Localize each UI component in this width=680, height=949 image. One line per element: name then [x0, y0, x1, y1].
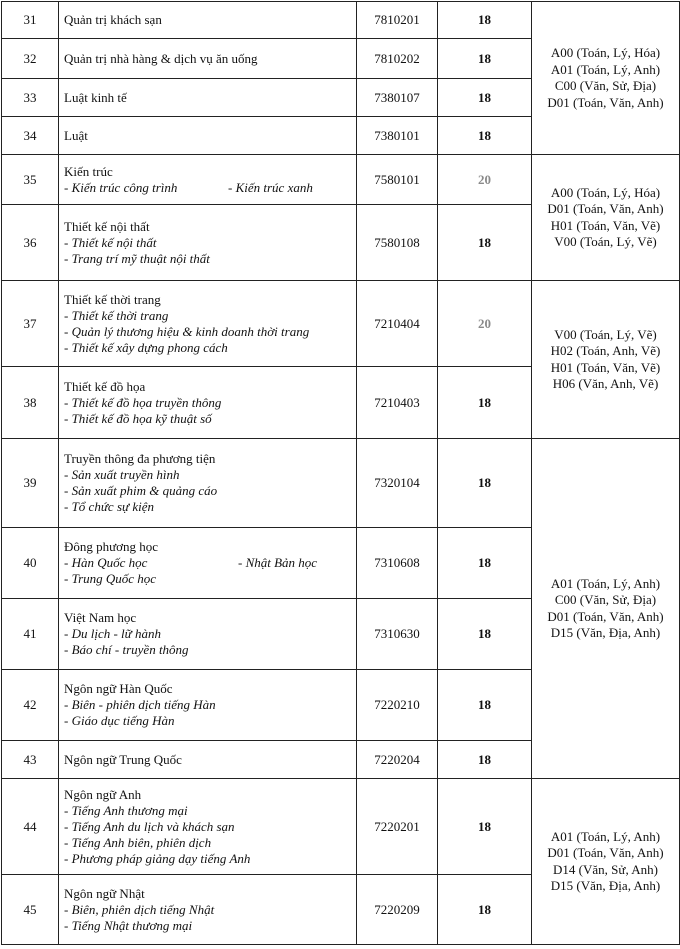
subject-combination: A01 (Toán, Lý, Anh) [550, 828, 661, 844]
major-name-cell [59, 79, 357, 117]
benchmark-score: 20 [438, 155, 532, 205]
major-name-cell [59, 599, 357, 670]
subject-combination: D01 (Toán, Văn, Anh) [547, 201, 664, 216]
subject-combination: C00 (Văn, Sử, Địa) [554, 78, 657, 93]
subject-combination: D15 (Văn, Địa, Anh) [550, 878, 661, 893]
row-number: 37 [2, 281, 59, 367]
benchmark-score: 20 [438, 281, 532, 367]
specialization: - Thiết kế đồ họa truyền thông [64, 394, 222, 410]
major-code: 7380101 [357, 117, 438, 155]
major-name: Ngôn ngữ Nhật [64, 885, 145, 901]
specialization: - Sản xuất phim & quảng cáo [64, 483, 218, 498]
subject-combination: D15 (Văn, Địa, Anh) [550, 625, 661, 640]
major-code: 7810202 [357, 39, 438, 79]
specialization: - Quản lý thương hiệu & kinh doanh thời trang [64, 323, 310, 339]
major-name-cell [59, 779, 357, 875]
subject-combinations [532, 779, 680, 945]
row-number: 38 [2, 367, 59, 439]
specialization: - Tiếng Anh thương mại [64, 802, 188, 818]
subject-combination: D01 (Toán, Văn, Anh) [547, 845, 664, 860]
specialization: - Biên, phiên dịch tiếng Nhật [64, 901, 215, 917]
major-name: Thiết kế nội thất [64, 218, 150, 234]
major-name: Thiết kế đồ họa [64, 378, 146, 394]
major-name: Quản trị khách sạn [64, 12, 162, 27]
benchmark-score: 18 [438, 779, 532, 875]
specialization-line [64, 555, 356, 571]
major-name-cell [59, 741, 357, 779]
specialization: - Hàn Quốc học [64, 555, 148, 570]
subject-combination: H02 (Toán, Anh, Vẽ) [550, 343, 661, 358]
benchmark-score: 18 [438, 528, 532, 599]
row-number: 33 [2, 79, 59, 117]
row-number: 44 [2, 779, 59, 875]
benchmark-score: 18 [438, 205, 532, 281]
specialization: - Tổ chức sự kiện [64, 499, 154, 514]
major-code: 7810201 [357, 2, 438, 39]
major-name: Truyền thông đa phương tiện [64, 451, 216, 466]
major-name-cell [59, 281, 357, 367]
subject-combination: D14 (Văn, Sử, Anh) [553, 861, 658, 877]
specialization: - Thiết kế nội thất [64, 234, 157, 250]
specialization-line [64, 180, 356, 196]
subject-combinations [532, 2, 680, 155]
subject-combination: V00 (Toán, Lý, Vẽ) [554, 234, 657, 249]
row-number: 31 [2, 2, 59, 39]
major-name-cell [59, 875, 357, 945]
major-name-cell [59, 367, 357, 439]
subject-combination: H01 (Toán, Văn, Vẽ) [550, 217, 661, 233]
specialization: - Tiếng Anh biên, phiên dịch [64, 834, 212, 850]
row-number: 41 [2, 599, 59, 670]
benchmark-score: 18 [438, 2, 532, 39]
major-code: 7380107 [357, 79, 438, 117]
major-code: 7320104 [357, 439, 438, 528]
row-number: 35 [2, 155, 59, 205]
subject-combination: D01 (Toán, Văn, Anh) [547, 608, 664, 624]
benchmark-score: 18 [438, 741, 532, 779]
major-name-cell [59, 117, 357, 155]
major-name: Quản trị nhà hàng & dịch vụ ăn uống [64, 50, 258, 66]
major-name-cell [59, 205, 357, 281]
table-row [2, 2, 680, 39]
table-row [2, 779, 680, 875]
specialization: - Thiết kế xây dựng phong cách [64, 339, 228, 355]
major-name: Luật [64, 127, 88, 143]
row-number: 36 [2, 205, 59, 281]
major-name-cell [59, 670, 357, 741]
benchmark-score: 18 [438, 117, 532, 155]
major-name: Việt Nam học [64, 610, 137, 625]
benchmark-score: 18 [438, 39, 532, 79]
specialization: - Phương pháp giảng dạy tiếng Anh [64, 850, 251, 866]
major-name: Ngôn ngữ Anh [64, 786, 142, 802]
row-number: 45 [2, 875, 59, 945]
major-code: 7580108 [357, 205, 438, 281]
major-name: Kiến trúc [64, 163, 113, 179]
table-row [2, 281, 680, 367]
specialization: - Thiết kế thời trang [64, 307, 169, 323]
major-name: Đông phương học [64, 539, 159, 554]
admission-score-table [1, 1, 680, 945]
subject-combinations [532, 439, 680, 779]
major-code: 7210403 [357, 367, 438, 439]
benchmark-score: 18 [438, 599, 532, 670]
major-code: 7220204 [357, 741, 438, 779]
subject-combination: A01 (Toán, Lý, Anh) [550, 575, 661, 591]
specialization: - Tiếng Nhật thương mại [64, 917, 193, 933]
specialization: - Báo chí - truyền thông [64, 642, 189, 657]
specialization: - Trung Quốc học [64, 571, 157, 586]
subject-combination: V00 (Toán, Lý, Vẽ) [554, 326, 657, 342]
specialization: - Giáo dục tiếng Hàn [64, 713, 175, 728]
major-code: 7310630 [357, 599, 438, 670]
major-name: Ngôn ngữ Hàn Quốc [64, 681, 173, 696]
major-code: 7220201 [357, 779, 438, 875]
major-name-cell [59, 39, 357, 79]
specialization: - Tiếng Anh du lịch và khách sạn [64, 818, 235, 834]
major-code: 7210404 [357, 281, 438, 367]
major-name: Luật kinh tế [64, 89, 127, 105]
major-name-cell [59, 528, 357, 599]
major-name-cell [59, 2, 357, 39]
benchmark-score: 18 [438, 670, 532, 741]
row-number: 42 [2, 670, 59, 741]
subject-combination: A01 (Toán, Lý, Anh) [550, 61, 661, 77]
row-number: 32 [2, 39, 59, 79]
table-body [2, 2, 680, 945]
specialization: - Sản xuất truyền hình [64, 467, 180, 482]
subject-combinations [532, 281, 680, 439]
subject-combination: A00 (Toán, Lý, Hóa) [550, 184, 661, 200]
subject-combination: C00 (Văn, Sử, Địa) [554, 592, 657, 607]
benchmark-score: 18 [438, 79, 532, 117]
row-number: 43 [2, 741, 59, 779]
subject-combination: D01 (Toán, Văn, Anh) [547, 94, 664, 110]
benchmark-score: 18 [438, 367, 532, 439]
specialization: - Kiến trúc công trình [64, 179, 178, 195]
major-name-cell [59, 155, 357, 205]
benchmark-score: 18 [438, 875, 532, 945]
subject-combinations [532, 155, 680, 281]
major-name: Thiết kế thời trang [64, 291, 161, 307]
specialization: - Nhật Bản học [238, 555, 318, 570]
table-row [2, 155, 680, 205]
specialization: - Du lịch - lữ hành [64, 626, 161, 641]
specialization: - Kiến trúc xanh [228, 179, 313, 195]
row-number: 39 [2, 439, 59, 528]
row-number: 34 [2, 117, 59, 155]
major-name-cell [59, 439, 357, 528]
benchmark-score: 18 [438, 439, 532, 528]
table-row [2, 439, 680, 528]
row-number: 40 [2, 528, 59, 599]
major-name: Ngôn ngữ Trung Quốc [64, 751, 182, 767]
specialization: - Trang trí mỹ thuật nội thất [64, 250, 210, 266]
major-code: 7220210 [357, 670, 438, 741]
subject-combination: A00 (Toán, Lý, Hóa) [550, 45, 661, 60]
specialization: - Thiết kế đồ họa kỹ thuật số [64, 410, 212, 426]
major-code: 7580101 [357, 155, 438, 205]
major-code: 7310608 [357, 528, 438, 599]
major-code: 7220209 [357, 875, 438, 945]
specialization: - Biên - phiên dịch tiếng Hàn [64, 697, 216, 712]
subject-combination: H01 (Toán, Văn, Vẽ) [550, 359, 661, 375]
subject-combination: H06 (Văn, Anh, Vẽ) [552, 376, 659, 391]
